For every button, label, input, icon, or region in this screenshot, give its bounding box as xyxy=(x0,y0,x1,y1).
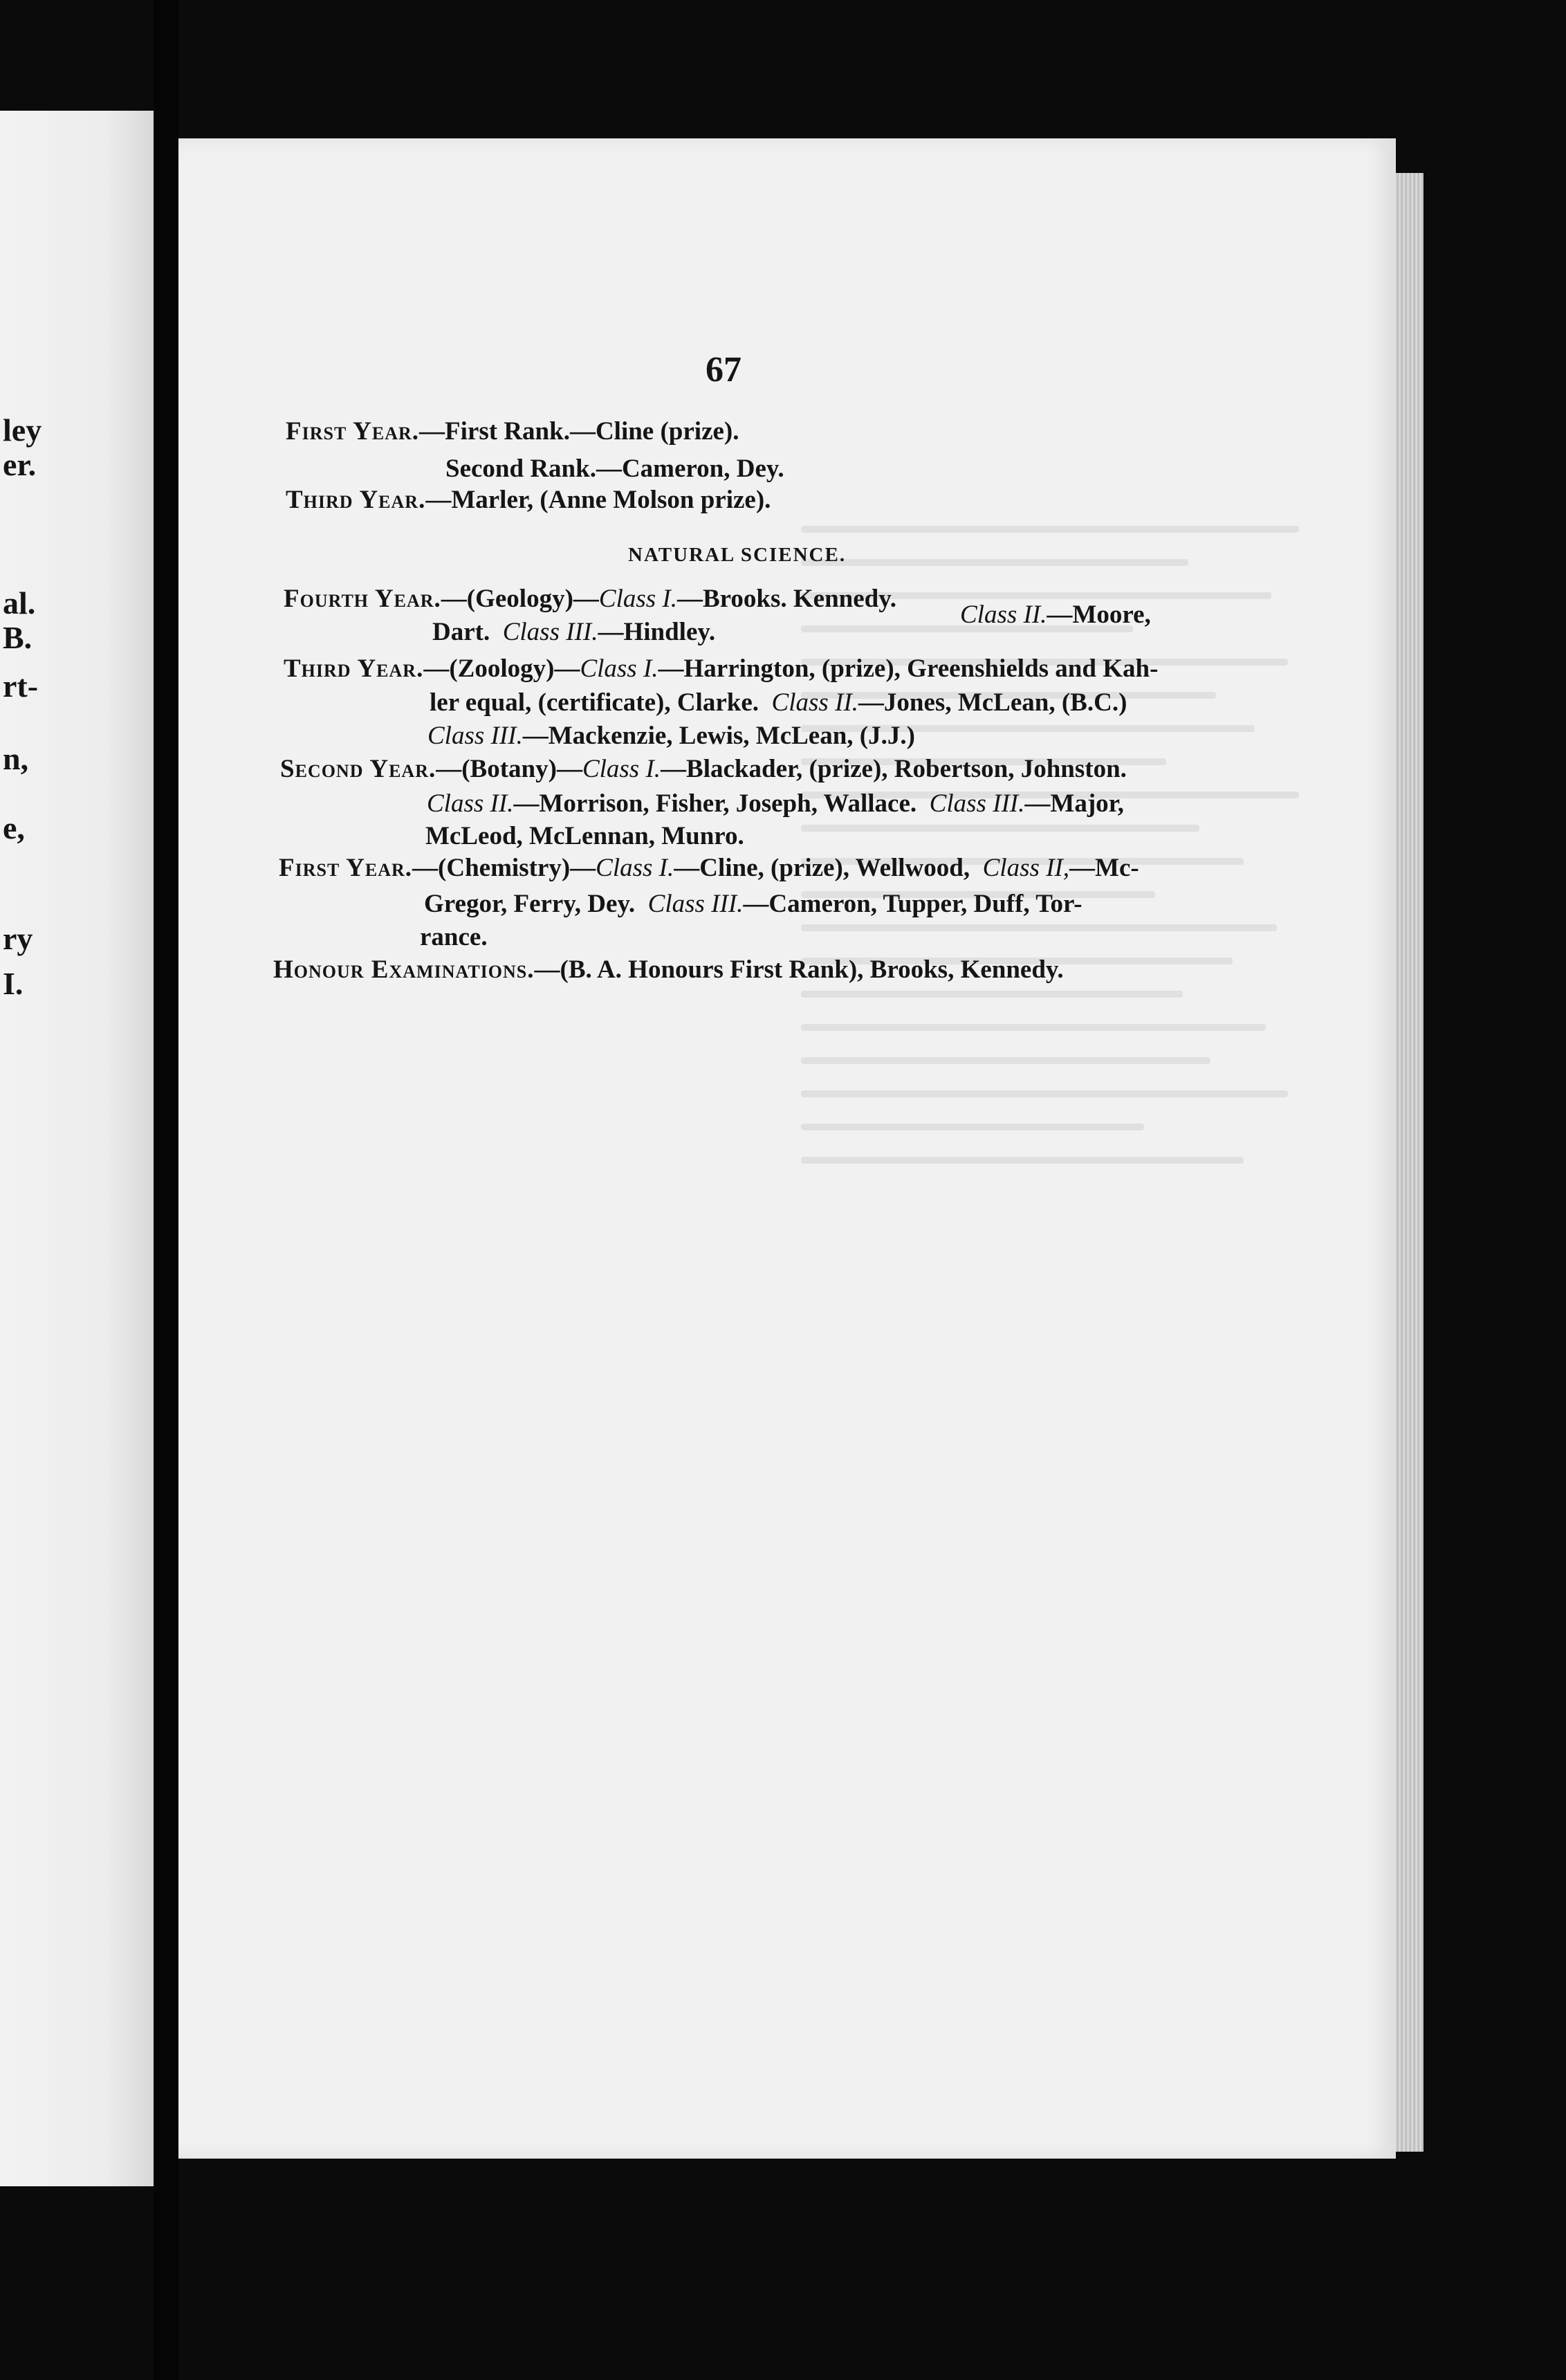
third-year-prize-text: —Marler, (Anne Molson prize). xyxy=(425,486,771,514)
text-run: —Jones, McLean, (B.C.) xyxy=(858,688,1127,717)
fourth-year-label: Fourth Year. xyxy=(284,585,441,613)
text-run: —Mc- xyxy=(1069,854,1139,882)
class-label: Class I. xyxy=(580,654,658,683)
text-run: —(Chemistry)— xyxy=(412,854,596,882)
honour-examinations-line xyxy=(273,957,1064,982)
text-run: —Mackenzie, Lewis, McLean, (J.J.) xyxy=(522,722,915,750)
text-run: —(Geology)— xyxy=(441,585,599,613)
second-year-line xyxy=(280,756,1127,782)
first-year-label: First Year. xyxy=(286,417,420,446)
text-run: —(Zoology)— xyxy=(423,654,580,683)
text-run: —Hindley. xyxy=(598,618,716,646)
class-label: Class II. xyxy=(427,789,514,818)
left-page-fragment: B. xyxy=(3,620,33,655)
left-page-fragment: er. xyxy=(3,447,37,482)
second-year-line-3: McLeod, McLennan, Munro. xyxy=(425,822,744,850)
text-run: —(Botany)— xyxy=(436,755,582,783)
text-run: —(B. A. Honours First Rank), Brooks, Kennedy. xyxy=(534,955,1064,984)
left-page-fragment: ley xyxy=(3,412,42,448)
left-page-fragment: n, xyxy=(3,741,29,776)
first-year-chem-line xyxy=(279,855,1139,881)
left-page-fragment: rt- xyxy=(3,668,39,704)
section-heading: NATURAL SCIENCE. xyxy=(628,544,847,566)
text-run: —Brooks. Kennedy. xyxy=(676,585,896,613)
text-run: ler equal, (certificate), Clarke. xyxy=(430,688,759,717)
first-year-chem-line-3: rance. xyxy=(420,923,488,951)
first-year-chem-line-2 xyxy=(424,891,1082,917)
fourth-year-line xyxy=(284,586,896,612)
text-run: —Morrison, Fisher, Joseph, Wallace. xyxy=(513,789,917,818)
fourth-year-line-tail xyxy=(960,602,1151,628)
text-run: —Blackader, (prize), Robertson, Johnston. xyxy=(661,755,1127,783)
third-year-line xyxy=(284,656,1158,681)
second-year-label: Second Year. xyxy=(280,755,436,783)
class-label: Class II. xyxy=(960,601,1047,629)
second-year-line-2 xyxy=(427,791,1124,816)
first-year-rank-text: —First Rank.—Cline (prize). xyxy=(419,417,739,446)
text-run: —Cameron, Tupper, Duff, Tor- xyxy=(743,890,1083,918)
text-run: —Cline, (prize), Wellwood, xyxy=(674,854,970,882)
page-edge xyxy=(1396,173,1424,2152)
class-label: Class I. xyxy=(596,854,674,882)
first-year-label: First Year. xyxy=(279,854,413,882)
page-number: 67 xyxy=(706,350,741,390)
third-year-label: Third Year. xyxy=(284,654,424,683)
third-year-prize-line xyxy=(286,487,771,513)
class-label: Class II. xyxy=(771,688,858,717)
left-page-fragment: al. xyxy=(3,585,36,621)
class-label: Class III. xyxy=(647,890,744,918)
text-run: —Harrington, (prize), Greenshields and Kah- xyxy=(658,654,1159,683)
left-page-fragment: I. xyxy=(3,966,24,1001)
class-label: Class II, xyxy=(982,854,1070,882)
text-run: Gregor, Ferry, Dey. xyxy=(424,890,636,918)
text-run: —Major, xyxy=(1024,789,1124,818)
class-label: Class I. xyxy=(582,755,661,783)
book-gutter xyxy=(154,0,178,2380)
left-page-fragment: e, xyxy=(3,810,25,845)
fourth-year-line-2 xyxy=(432,619,715,645)
third-year-line-3 xyxy=(427,723,915,749)
left-page-strip xyxy=(0,111,154,2186)
second-rank-line: Second Rank.—Cameron, Dey. xyxy=(445,455,784,483)
class-label: Class I. xyxy=(598,585,677,613)
third-year-label: Third Year. xyxy=(286,486,426,514)
class-label: Class III. xyxy=(929,789,1025,818)
honour-examinations-label: Honour Examinations. xyxy=(273,955,535,984)
first-year-rank-line xyxy=(286,419,739,444)
class-label: Class III. xyxy=(502,618,598,646)
left-page-fragment: ry xyxy=(3,921,33,956)
class-label: Class III. xyxy=(427,722,523,750)
text-run: —Moore, xyxy=(1047,601,1151,629)
text-run: Dart. xyxy=(432,618,490,646)
third-year-line-2 xyxy=(430,690,1127,715)
